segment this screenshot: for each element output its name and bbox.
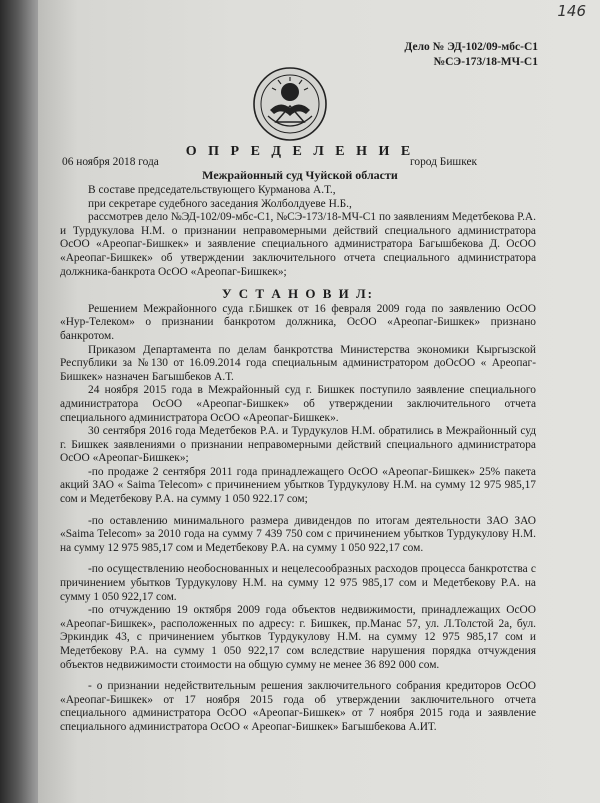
paragraph: Решением Межрайонного суда г.Бишкек от 16 февраля 2009 года по заявлению ОсОО «Нур-Телеком» о признании банкротом должника, ОсОО «Ареопаг-Бишкек» признано банкротом. [60,302,536,342]
paragraph: -по отчуждению 19 октября 2009 года объектов недвижимости, принадлежащих ОсОО «Ареопаг-Бишкек», расположенных по адресу: г. Бишкек, пр.Манас 57, ул. Л.Толстой 2а, бул. Эркиндик 43, с причинением убытков Турдукулову Н.М. на сумму 12 975 985,17 сом и Медетбекову Р.А. на сумму 1 050 922,17 сом вследствие нарушения порядка отчуждения объектов недвижимости стоимости на общую сумму не менее 36 892 000 сом. [60,604,536,671]
section-heading: У С Т А Н О В И Л: [221,286,374,302]
page-number: 146 [557,2,586,20]
document-city: город Бишкек [410,156,478,168]
case-number-line-1: Дело № ЭД-102/09-мбс-С1 [404,41,538,53]
case-number [404,40,538,70]
paragraph: 30 сентября 2016 года Медетбеков Р.А. и Турдукулов Н.М. обратились в Межрайонный суд г. Бишкек заявлениями о признании неправомерными действий специального администратора ОсОО «Ареопаг-Бишкек»; [60,425,536,465]
composition-line: В составе председательствующего Курманова А.Т., [88,184,336,196]
intro-paragraph: рассмотрев дело №ЭД-102/09-мбс-С1, №СЭ-173/18-МЧ-С1 по заявлениям Медетбекова Р.А. и Турдукулова Н.М. о признании неправомерными действий специального администратора ОсОО «Ареопаг-Бишкек» и заявление специального администратора Багышбекова Д. ОсОО «Ареопаг-Бишкек» об утверждении заключительного отчета специального администратора должника-банкрота ОсОО «Ареопаг-Бишкек»; [60,211,536,278]
paragraph: -по осуществлению необоснованных и нецелесообразных расходов процесса банкротства с причинением убытков Турдукулову Н.М. на сумму 12 975 985,17 сом и Медетбекову Р.А. на сумму 1 050 922,17 сом. [60,563,536,603]
paragraph: - о признании недействительным решения заключительного собрания кредиторов ОсОО «Ареопаг-Бишкек» от 17 ноября 2015 года об утверждении заключительного отчета специального администратора ОсОО «Ареопаг-Бишкек» от 7 ноября 2015 года и заявление специального администратора ОсОО « Ареопаг-Бишкек» Багышбекова А.ИТ. [60,680,536,733]
document-date: 06 ноября 2018 года [62,156,159,168]
state-emblem-icon [252,66,328,142]
composition-line: при секретаре судебного заседания Жолболдуеве Н.Б., [88,197,352,210]
paragraph: -по оставлению минимального размера дивидендов по итогам деятельности ЗАО ЗАО «Saima Telecom» за 2010 года на сумму 7 439 750 сом с причинением убытков Турдукулову Н.М. на сумму 12 975 985,17 сом и Медетбекову Р.А. на сумму 1 050 922,17 сом. [60,514,536,554]
paragraph: Приказом Департамента по делам банкротства Министерства экономики Кыргызской Республики за №130 от 16.09.2014 года специальным администратором доОсОО « Ареопаг-Бишкек» назначен Багышбеков А.Т. [60,343,536,383]
case-number-line-2: №СЭ-173/18-МЧ-С1 [433,56,538,68]
document-body [60,184,536,735]
paragraph: -по продаже 2 сентября 2011 года принадлежащего ОсОО «Ареопаг-Бишкек» 25% пакета акций ЗАО « Saima Telecom» с причинением убытков Турдукулову Н.М. на сумму 12 975 985,17 сом и Медетбекову Р.А. на сумму 1 050 922.17 сом; [60,465,536,506]
court-name: Межрайонный суд Чуйской области [202,168,398,182]
document-title: О П Р Е Д Е Л Е Н И Е [185,144,415,159]
paragraph: 24 ноября 2015 года в Межрайонный суд г. Бишкек поступило заявление специального администратора ОсОО «Ареопаг-Бишкек» об утверждении заключительного отчета специального администратора ОсОО «Ареопаг-Бишкек». [60,384,536,424]
